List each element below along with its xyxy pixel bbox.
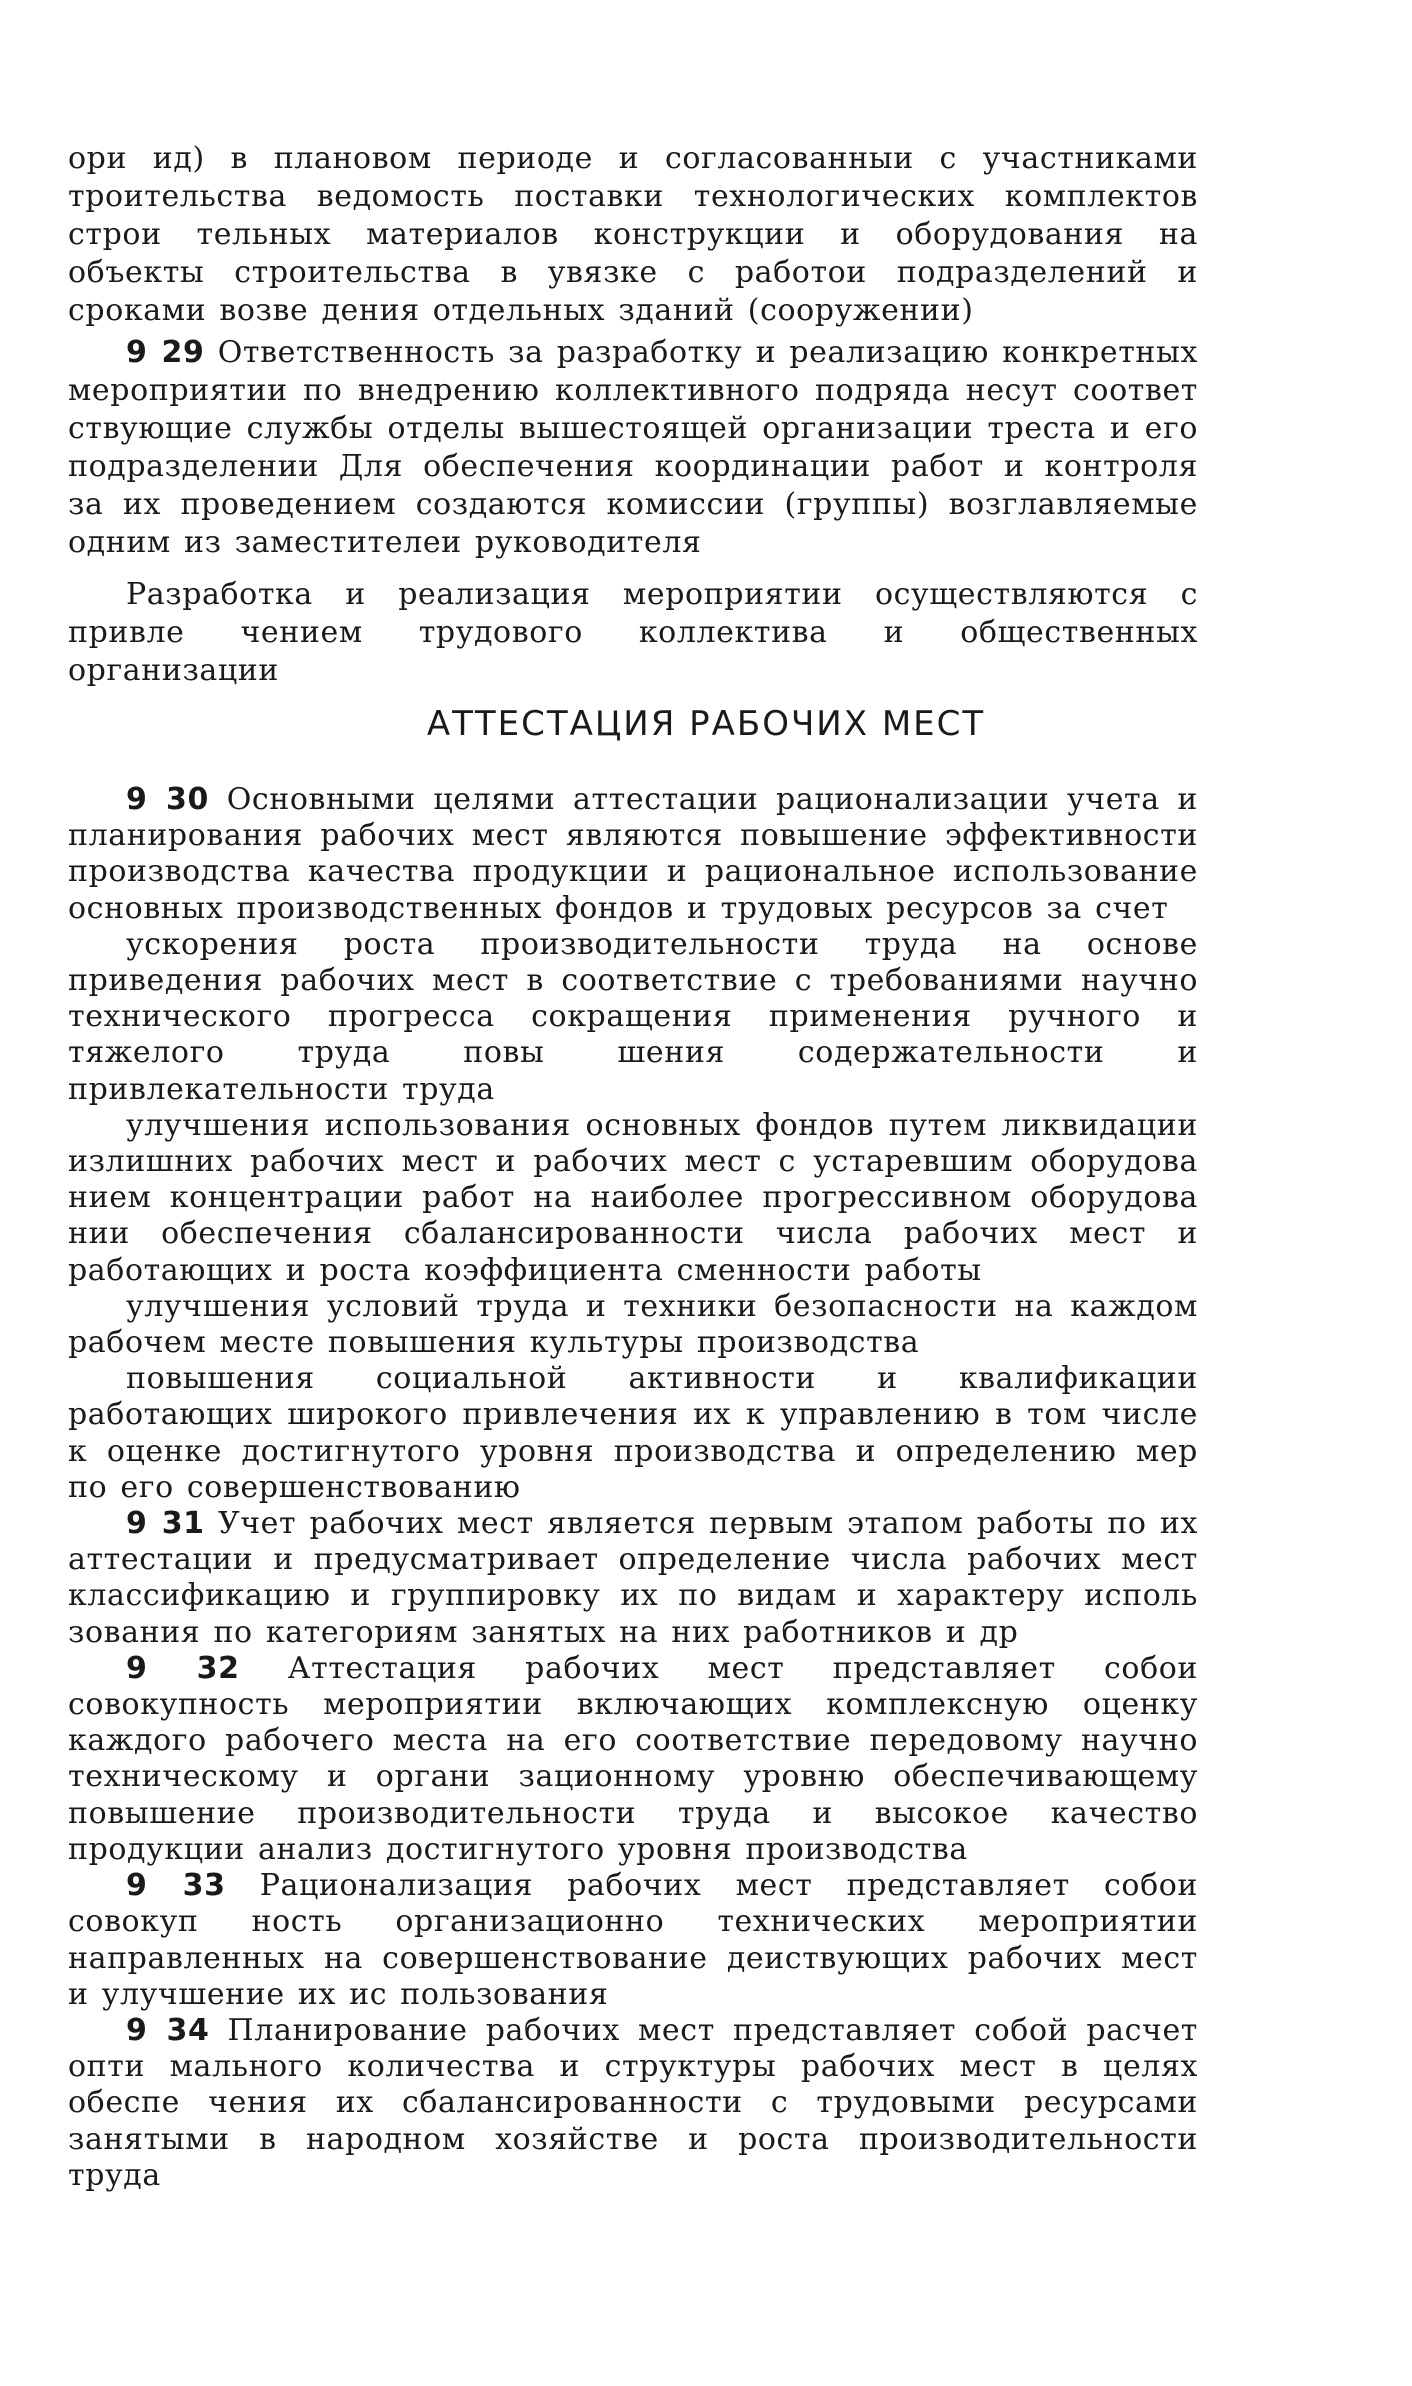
main-text-block [68, 782, 1198, 2194]
paragraph-9-30-c [68, 1289, 1198, 1361]
paragraph-text: Учет рабочих мест является первым этапом работы по их аттестации и предусматривает определение числа рабочих мест классификацию и группировку их по видам и характеру исполь зования по категориям занятых на них работников и др [68, 1506, 1198, 1650]
paragraph-9-30-b [68, 1108, 1198, 1289]
paragraph-text: Основными целями аттестации рационализации учета и планирования рабочих мест являются повышение эффективности производства качества продукции и рациональное использование основных производственных фондов и трудовых ресурсов за счет [68, 782, 1199, 926]
paragraph-text: Аттестация рабочих мест представляет собои совокупность мероприятии включающих комплексную оценку каждого рабочего места на его соответствие передовому научно техническому и органи зационному уровню обеспечивающему повышение производительности труда и высокое качество продукции анализ достигнутого уровня производства [68, 1650, 1199, 1867]
paragraph-9-29 [68, 334, 1198, 562]
paragraph-9-34 [68, 2013, 1198, 2194]
paragraph-number: 9 30 [126, 782, 210, 817]
paragraph-text: ускорения роста производительности труда на основе приведения рабочих мест в соответствие с требованиями научно технического прогресса сокращения применения ручного и тяжелого труда повы шения содержательности и привлекательности труда [68, 926, 1198, 1107]
paragraph-number: 9 32 [126, 1650, 240, 1686]
section-heading: АТТЕСТАЦИЯ РАБОЧИХ МЕСТ [426, 704, 986, 744]
paragraph-number: 9 34 [126, 2012, 210, 2048]
paragraph-text: повышения социальной активности и квалификации работающих широкого привлечения их к управлению в том числе к оценке достигнутого уровня производства и определению мер по его совершенствованию [68, 1361, 1198, 1505]
paragraph-text: ори ид) в плановом периоде и согласованныи с участниками троительства ведомость поставки технологических комплектов строи тельных материалов конструкции и оборудования на объекты строительства в увязке с работои подразделений и сроками возве дения отдельных зданий (сооружении) [68, 141, 1198, 328]
paragraph-continuation [68, 140, 1198, 330]
paragraph-text: Разработка и реализация мероприятии осуществляются с привле чением трудового коллектива и общественных организации [68, 577, 1198, 688]
paragraph-development [68, 576, 1198, 690]
paragraph-9-30 [68, 782, 1198, 927]
paragraph-9-32 [68, 1651, 1198, 1868]
paragraph-text: Рационализация рабочих мест представляет собои совокуп ность организационно технических мероприятии направленных на совершенствование деиствующих рабочих мест и улучшение их ис пользования [68, 1868, 1198, 2012]
paragraph-number: 9 33 [126, 1868, 226, 1904]
paragraph-number: 9 31 [126, 1506, 205, 1542]
paragraph-9-30-d [68, 1361, 1198, 1506]
paragraph-text: Планирование рабочих мест представляет собой расчет опти мального количества и структуры рабочих мест в целях обеспе чения их сбалансированности с трудовыми ресурсами занятыми в народном хозяйстве и роста производительности труда [68, 2012, 1198, 2193]
paragraph-number: 9 29 [126, 335, 205, 370]
paragraph-9-30-a [68, 927, 1198, 1108]
top-text-block [68, 140, 1198, 690]
paragraph-text: улучшения использования основных фондов путем ликвидации излишних рабочих мест и рабочих мест с устаревшим оборудова нием концентрации работ на наиболее прогрессивном оборудова нии обеспечения сбалансированности числа рабочих мест и работающих и роста коэффициента сменности работы [68, 1107, 1198, 1288]
paragraph-9-33 [68, 1868, 1198, 2013]
paragraph-9-31 [68, 1506, 1198, 1651]
paragraph-text: улучшения условий труда и техники безопасности на каждом рабочем месте повышения культуры производства [68, 1288, 1198, 1361]
paragraph-text: Ответственность за разработку и реализацию конкретных мероприятии по внедрению коллективного подряда несут соответ ствующие службы отделы вышестоящей организации треста и его подразделении Для обеспечения координации работ и контроля за их проведением создаются комиссии (группы) возглавляемые одним из заместителеи руководителя [68, 335, 1198, 560]
